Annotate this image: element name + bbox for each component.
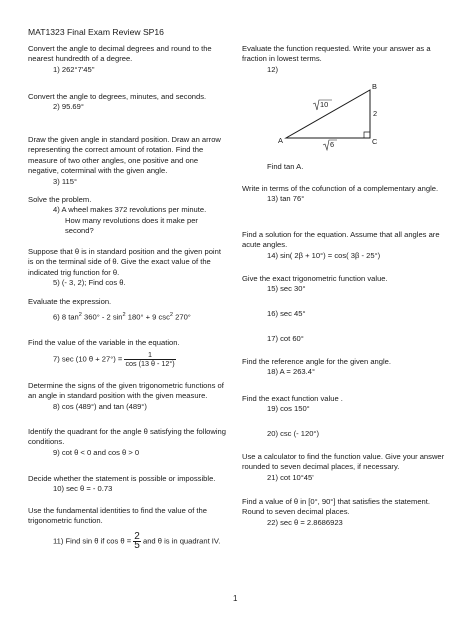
q6-instructions: Evaluate the expression. — [28, 297, 112, 306]
q3-text: 3) 115° — [53, 176, 78, 186]
question-12 — [242, 44, 452, 75]
q11-fraction — [133, 530, 141, 551]
q12-instructions: Evaluate the function requested. Write your answer as a fraction in lowest terms. — [242, 44, 431, 64]
q6-number: 6) — [53, 312, 60, 322]
question-3 — [28, 135, 228, 187]
q6-part-a: 8 tan — [61, 312, 79, 322]
q12-find-text: Find tan A. — [267, 162, 304, 171]
q4-instructions: Solve the problem. — [28, 195, 92, 204]
q11-equation — [28, 530, 228, 551]
vertex-b-label: B — [372, 82, 377, 91]
q6-exponent-b: 2 — [122, 312, 126, 319]
question-2 — [28, 92, 206, 113]
question-19 — [242, 394, 452, 415]
q8-text: 8) cos (489°) and tan (489°) — [53, 401, 147, 411]
q9-instructions: Identify the quadrant for the angle θ satisfying the following conditions. — [28, 427, 226, 447]
q22-text: 22) sec θ = 2.8686923 — [267, 517, 343, 527]
q13-text: 13) tan 76° — [267, 194, 305, 204]
base-label: 6 — [330, 140, 335, 149]
question-13 — [242, 184, 452, 205]
q4-text-cont: How many revolutions does it make per second? — [65, 215, 198, 236]
q18-instructions: Find the reference angle for the given angle. — [242, 357, 392, 366]
q7-fraction — [124, 351, 175, 368]
q3-instructions: Draw the given angle in standard position. Draw an arrow representing the correct amount of rotation. Find the measure of two other angles, one positive and one negative, coterminal with the given angle. — [28, 135, 221, 176]
q20-text: 20) csc (- 120°) — [267, 429, 319, 438]
question-16 — [242, 309, 306, 319]
right-angle-marker — [364, 132, 370, 138]
q13-instructions: Write in terms of the cofunction of a complementary angle. — [242, 184, 439, 193]
q2-text: 2) 95.69° — [53, 102, 84, 112]
question-11 — [28, 506, 228, 550]
q17-text: 17) cot 60° — [267, 334, 304, 343]
question-7 — [28, 338, 180, 368]
q21-text: 21) cot 10°45' — [267, 472, 314, 482]
question-22 — [242, 497, 452, 528]
q6-expression — [28, 310, 191, 323]
question-9 — [28, 427, 228, 458]
q14-text: 14) sin( 2β + 10°) = cos( 3β - 25°) — [267, 250, 381, 260]
question-5 — [28, 247, 228, 289]
question-4 — [28, 195, 215, 237]
vertex-c-label: C — [372, 137, 378, 146]
q5-instructions: Suppose that θ is in standard position and the given point is on the terminal side of θ. Give the exact value of the indicated trig function for θ. — [28, 247, 221, 277]
q6-exponent-a: 2 — [78, 312, 82, 319]
q5-text: 5) (- 3, 2); Find cos θ. — [53, 278, 126, 288]
q6-part-b: 360° - 2 sin — [84, 312, 123, 322]
q15-instructions: Give the exact trigonometric function value. — [242, 274, 388, 283]
q14-instructions: Find a solution for the equation. Assume that all angles are acute angles. — [242, 230, 440, 250]
q16-text: 16) sec 45° — [267, 309, 306, 318]
q21-instructions: Use a calculator to find the function value. Give your answer rounded to seven decimal places, if necessary. — [242, 452, 445, 472]
q1-text: 1) 262°7'45'' — [53, 64, 95, 74]
q7-denominator: cos (13 θ - 12°) — [125, 359, 175, 369]
q18-text: 18) A = 263.4° — [267, 367, 316, 377]
question-10 — [28, 474, 215, 495]
right-triangle-figure — [278, 82, 398, 152]
q22-instructions: Find a value of θ in [0°, 90°] that satisfies the statement. Round to seven decimal places. — [242, 497, 431, 517]
q11-numerator: 2 — [134, 530, 140, 542]
page-title: MAT1323 Final Exam Review SP16 — [28, 27, 164, 37]
question-18 — [242, 357, 452, 378]
q11-denominator: 5 — [134, 539, 140, 551]
q6-part-c: 180° + 9 csc — [127, 312, 170, 322]
q10-instructions: Decide whether the statement is possible or impossible. — [28, 474, 216, 483]
question-17 — [242, 334, 304, 344]
question-14 — [242, 230, 452, 261]
question-20 — [242, 429, 319, 439]
question-21 — [242, 452, 452, 483]
q19-text: 19) cos 150° — [267, 404, 310, 414]
q11-part-a: 11) Find sin θ if cos θ = — [53, 536, 132, 546]
q7-instructions: Find the value of the variable in the equation. — [28, 338, 180, 347]
q6-part-d: 270° — [175, 312, 191, 322]
side-label: 2 — [373, 109, 378, 118]
q7-lhs: 7) sec (10 θ + 27°) = — [53, 354, 123, 364]
q19-instructions: Find the exact function value . — [242, 394, 343, 403]
q12-find — [242, 162, 303, 172]
question-1 — [28, 44, 228, 75]
q6-exponent-c: 2 — [169, 312, 173, 319]
q12-text: 12) — [267, 64, 278, 74]
q4-text: 4) A wheel makes 372 revolutions per minute. — [53, 205, 207, 215]
question-6 — [28, 297, 191, 323]
q15-text: 15) sec 30° — [267, 284, 306, 294]
triangle-outline — [286, 90, 370, 138]
page-number: 1 — [233, 594, 238, 603]
q11-instructions: Use the fundamental identities to find the value of the trigonometric function. — [28, 506, 207, 526]
q1-instructions: Convert the angle to decimal degrees and round to the nearest hundredth of a degree. — [28, 44, 212, 64]
q2-instructions: Convert the angle to degrees, minutes, and seconds. — [28, 92, 207, 101]
q8-instructions: Determine the signs of the given trigonometric functions of an angle in standard position with the given measure. — [28, 381, 224, 401]
question-15 — [242, 274, 452, 295]
vertex-a-label: A — [278, 136, 283, 145]
q9-text: 9) cot θ < 0 and cos θ > 0 — [53, 447, 140, 457]
q10-text: 10) sec θ = - 0.73 — [53, 484, 113, 494]
hypotenuse-label: 10 — [320, 100, 329, 109]
question-8 — [28, 381, 228, 412]
q7-equation — [28, 351, 180, 368]
q7-numerator: 1 — [124, 351, 175, 360]
q11-part-b: and θ is in quadrant IV. — [142, 536, 221, 546]
